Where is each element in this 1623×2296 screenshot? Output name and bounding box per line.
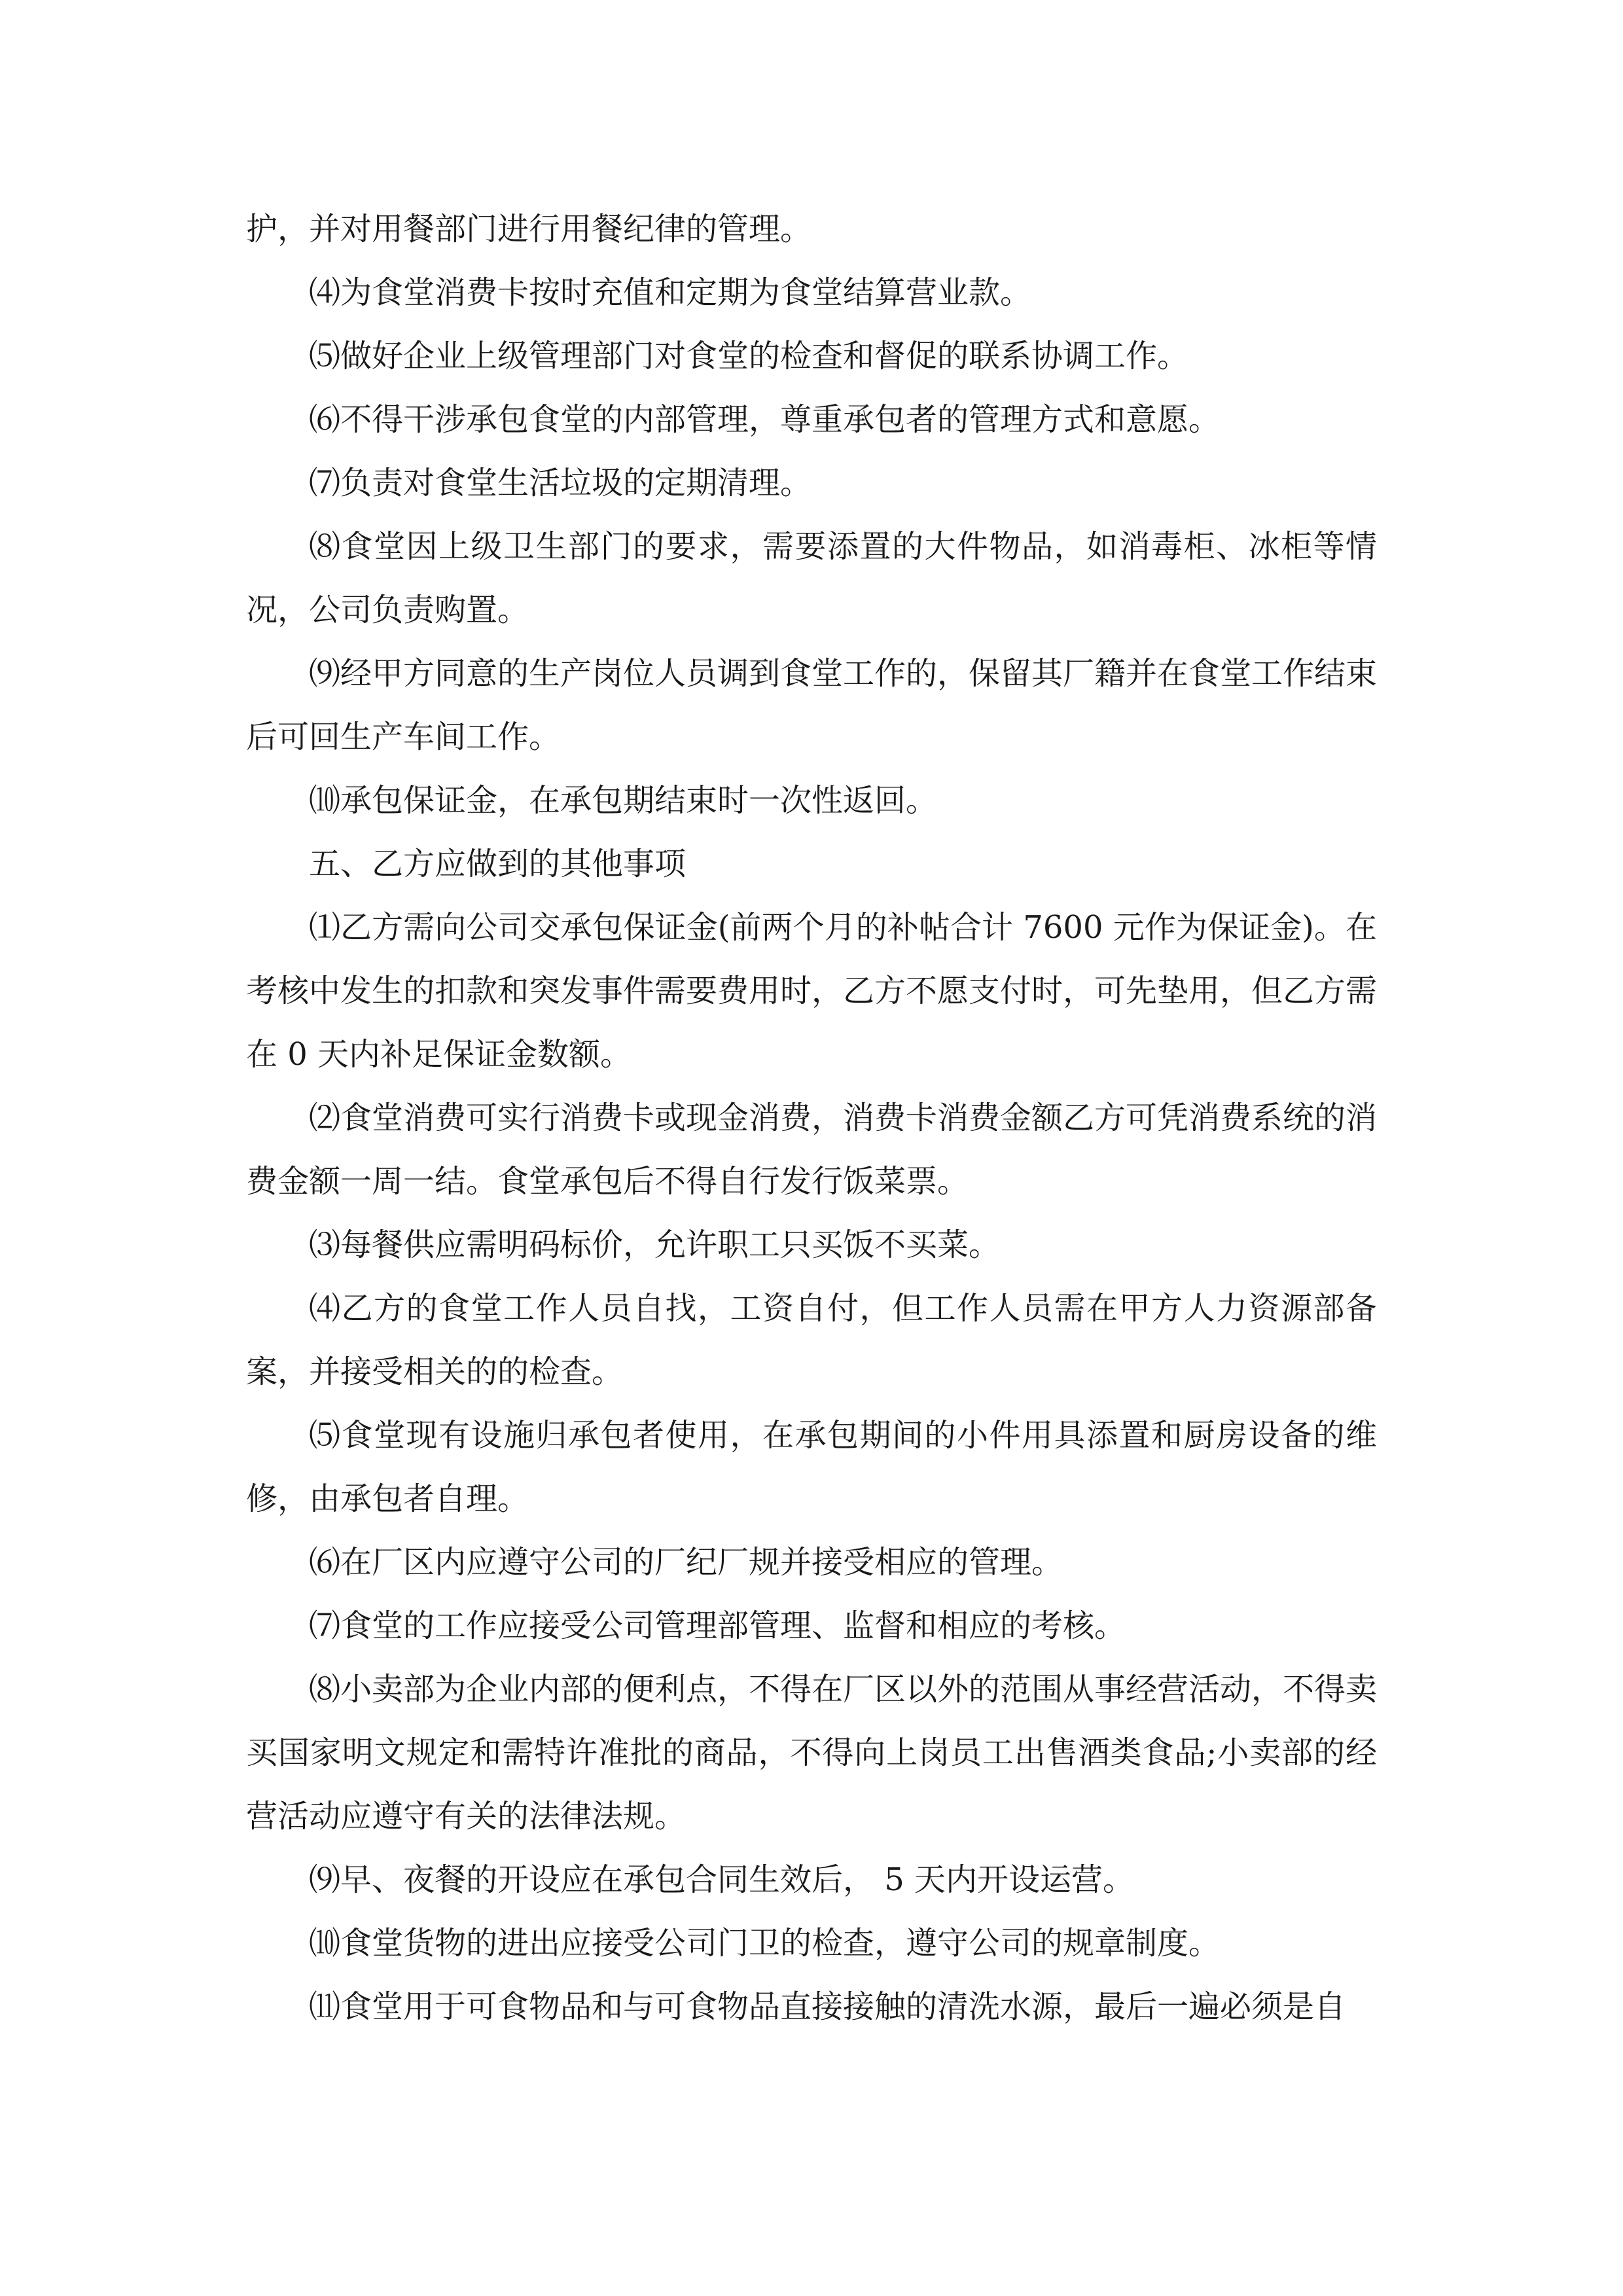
paragraph-b-item-4-staff: ⑷乙方的食堂工作人员自找，工资自付，但工作人员需在甲方人力资源部备案，并接受相关的的检查。 bbox=[246, 1290, 1377, 1390]
paragraph-item-4-recharge: ⑷为食堂消费卡按时充值和定期为食堂结算营业款。 bbox=[309, 274, 1032, 311]
section-heading-5: 五、乙方应做到的其他事项 bbox=[309, 846, 687, 882]
paragraph-b-item-5-facilities: ⑸食堂现有设施归承包者使用，在承包期间的小件用具添置和厨房设备的维修，由承包者自理。 bbox=[246, 1417, 1377, 1517]
paragraph-b-item-10-goods: ⑽食堂货物的进出应接受公司门卫的检查，遵守公司的规章制度。 bbox=[309, 1925, 1221, 1962]
paragraph-item-5-coordination: ⑸做好企业上级管理部门对食堂的检查和督促的联系协调工作。 bbox=[309, 338, 1189, 374]
document-body bbox=[246, 198, 1377, 2039]
paragraph-b-item-3-pricing: ⑶每餐供应需明码标价，允许职工只买饭不买菜。 bbox=[309, 1227, 1001, 1263]
paragraph-b-item-2-consumption: ⑵食堂消费可实行消费卡或现金消费，消费卡消费金额乙方可凭消费系统的消费金额一周一结。食堂承包后不得自行发行饭菜票。 bbox=[246, 1100, 1378, 1200]
paragraph-item-9-staff-transfer: ⑼经甲方同意的生产岗位人员调到食堂工作的，保留其厂籍并在食堂工作结束后可回生产车间工作。 bbox=[246, 655, 1378, 755]
paragraph-b-item-6-rules: ⑹在厂区内应遵守公司的厂纪厂规并接受相应的管理。 bbox=[309, 1544, 1063, 1581]
paragraph-item-7-garbage: ⑺负责对食堂生活垃圾的定期清理。 bbox=[309, 465, 812, 501]
paragraph-b-item-11-water: ⑾食堂用于可食物品和与可食物品直接接触的清洗水源，最后一遍必须是自 bbox=[309, 1988, 1346, 2025]
paragraph-b-item-1-deposit: ⑴乙方需向公司交承包保证金(前两个月的补帖合计 7600 元作为保证金)。在考核中发生的扣款和突发事件需要费用时，乙方不愿支付时，可先垫用，但乙方需在 0 天内补足保证金数额。 bbox=[246, 909, 1378, 1073]
paragraph-b-item-8-shop: ⑻小卖部为企业内部的便利点，不得在厂区以外的范围从事经营活动，不得卖买国家明文规定和需特许准批的商品，不得向上岗员工出售酒类食品;小卖部的经营活动应遵守有关的法律法规。 bbox=[246, 1671, 1378, 1835]
paragraph-item-8-equipment: ⑻食堂因上级卫生部门的要求，需要添置的大件物品，如消毒柜、冰柜等情况，公司负责购置。 bbox=[246, 528, 1377, 628]
paragraph-item-10-deposit-return: ⑽承包保证金，在承包期结束时一次性返回。 bbox=[309, 782, 938, 819]
paragraph-b-item-7-supervision: ⑺食堂的工作应接受公司管理部管理、监督和相应的考核。 bbox=[309, 1607, 1126, 1644]
paragraph-b-item-9-meals: ⑼早、夜餐的开设应在承包合同生效后， 5 天内开设运营。 bbox=[309, 1861, 1135, 1898]
paragraph-continuation: 护，并对用餐部门进行用餐纪律的管理。 bbox=[246, 211, 812, 247]
paragraph-item-6-no-interference: ⑹不得干涉承包食堂的内部管理，尊重承包者的管理方式和意愿。 bbox=[309, 401, 1221, 438]
